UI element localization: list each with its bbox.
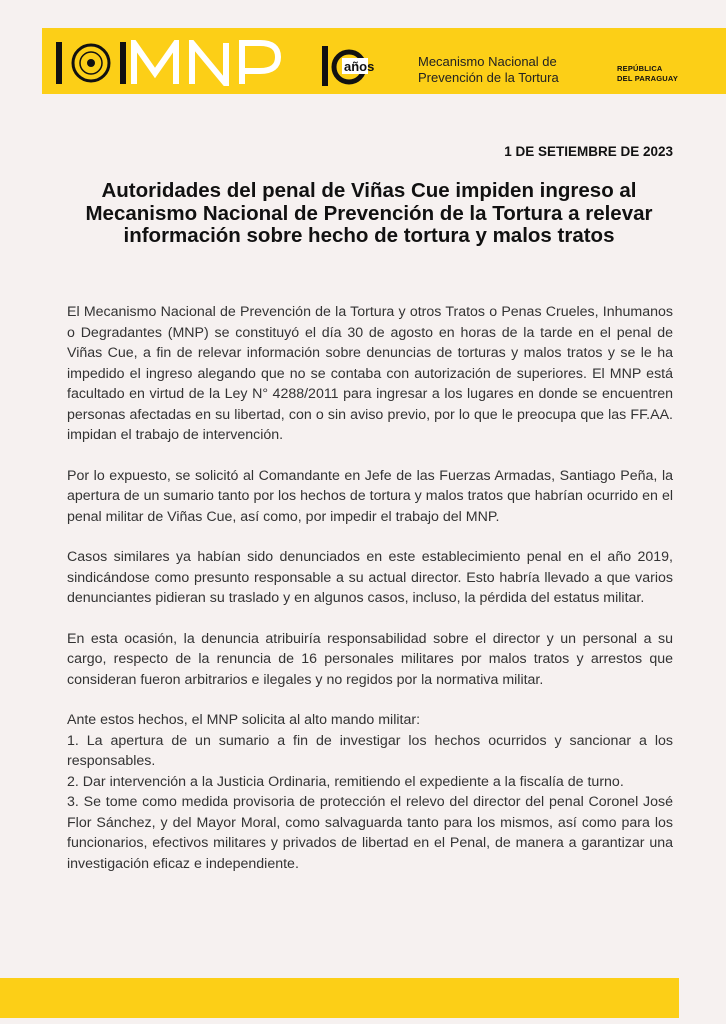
country-label [617, 64, 717, 83]
list-item: 2. Dar intervención a la Justicia Ordinaria, remitiendo el expediente a la fiscalía de turno. [67, 773, 624, 790]
document-title: Autoridades del penal de Viñas Cue impiden ingreso al Mecanismo Nacional de Prevención de la Tortura a relevar información sobre hecho de tortura y malos tratos [85, 179, 653, 247]
country-line1: REPÚBLICA [617, 64, 663, 73]
org-name-line1: Mecanismo Nacional de [418, 54, 557, 69]
requests-intro: Ante estos hechos, el MNP solicita al alto mando militar: [67, 712, 421, 728]
paragraph: Casos similares ya habían sido denunciados en este establecimiento penal en el año 2019, sindicándose como presunto responsable a su actual director. Esto habría llevado a que varios denunciantes pidieran su traslado y en algunos casos, incluso, la pérdida del estatus militar. [67, 549, 673, 606]
list-item: 1. La apertura de un sumario a fin de investigar los hechos ocurridos y sancionar a los responsables. [67, 732, 673, 769]
mnp-logo [54, 40, 282, 86]
svg-text:años: años [344, 59, 375, 74]
anniversary-logo [320, 42, 402, 88]
document-body [67, 302, 673, 874]
paragraph: El Mecanismo Nacional de Prevención de la Tortura y otros Tratos o Penas Crueles, Inhumanos o Degradantes (MNP) se constituyó el día 30 de agosto en horas de la tarde en el penal de Viñas Cue, a fin de relevar información sobre denuncias de torturas y malos tratos y se le ha impedido el ingreso alegando que no se contaba con autorización de superiores. El MNP está facultado en virtud de la Ley N° 4288/2011 para ingresar a los lugares en donde se encuentren personas afectadas en su libertad, con o sin aviso previo, por lo que le preocupa que las FF.AA. impidan el trabajo de intervención. [67, 304, 673, 443]
document-date: 1 DE SETIEMBRE DE 2023 [504, 144, 673, 159]
org-name-line2: Prevención de la Tortura [418, 70, 559, 85]
list-item: 3. Se tome como medida provisoria de protección el relevo del director del penal Coronel José Flor Sánchez, y del Mayor Moral, como salvaguarda tanto para los mismos, así como para los funcionarios, efectivos militares y privados de libertad en el Penal, de manera a garantizar una investigación eficaz e independiente. [67, 794, 673, 872]
country-line2: DEL PARAGUAY [617, 73, 679, 83]
paragraph: Por lo expuesto, se solicitó al Comandante en Jefe de las Fuerzas Armadas, Santiago Peña, la apertura de un sumario tanto por los hechos de tortura y malos tratos que habrían ocurrido en el penal militar de Viñas Cue, así como, por impedir el trabajo del MNP. [67, 467, 673, 525]
paragraph: En esta ocasión, la denuncia atribuiría responsabilidad sobre el director y un personal a su cargo, respecto de la renuncia de 16 personales militares por malos tratos y arrestos que consideran fueron arbitrarios e ilegales y no regidos por la normativa militar. [67, 630, 673, 688]
org-name [418, 54, 608, 86]
requests-list [67, 731, 673, 875]
footer-banner [0, 978, 679, 1018]
